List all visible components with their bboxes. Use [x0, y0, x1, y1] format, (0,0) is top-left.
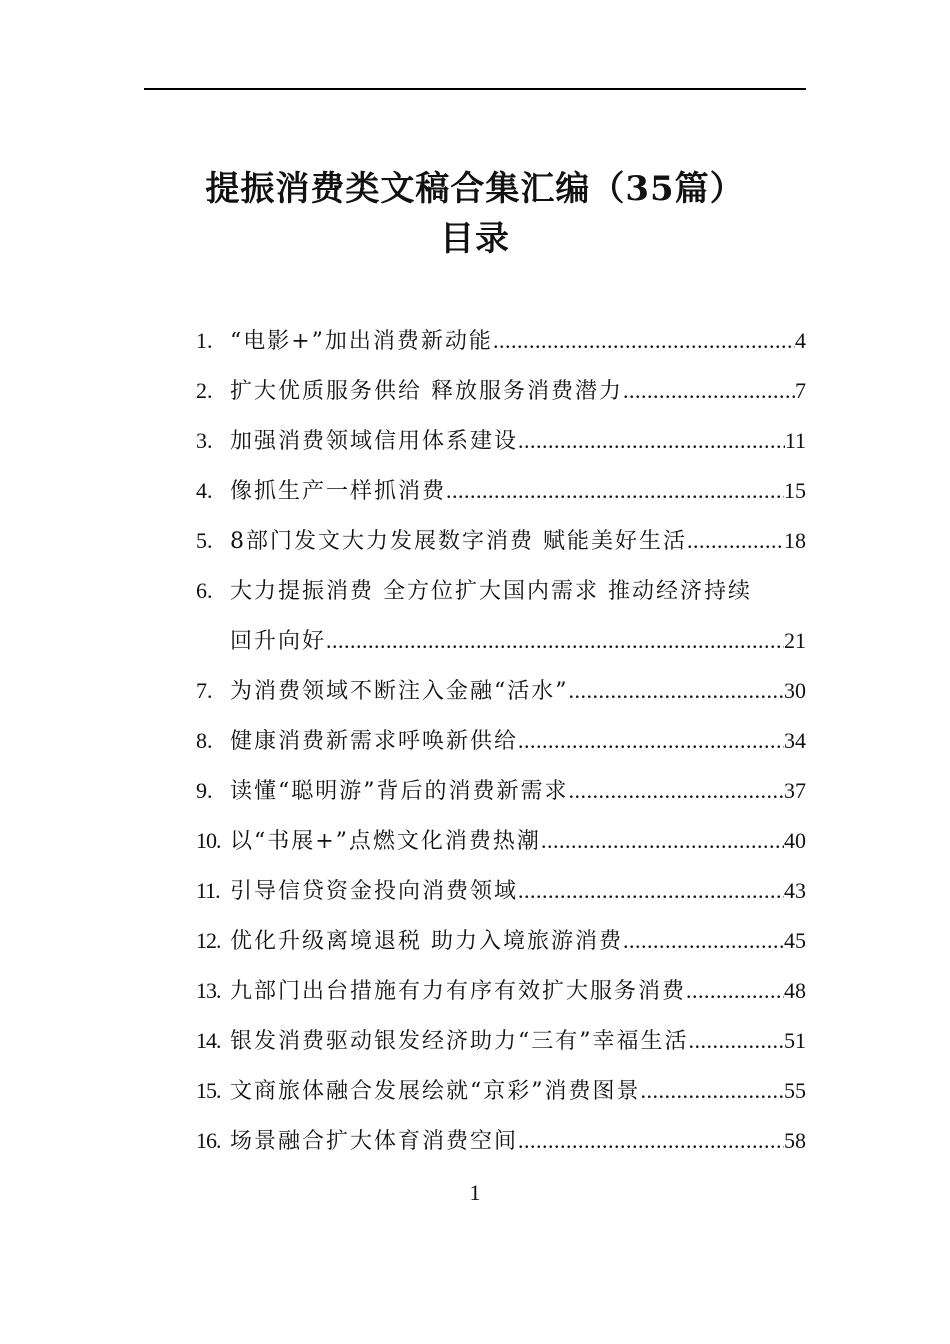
toc-entry-page: 55	[784, 1078, 806, 1103]
toc-entry[interactable]	[196, 470, 806, 520]
toc-entry-number: 6.	[196, 578, 213, 603]
toc-entry-title: 扩大优质服务供给 释放服务消费潜力	[230, 379, 623, 404]
toc-leader-dots	[623, 920, 784, 962]
toc-entry[interactable]	[196, 1120, 806, 1170]
toc-entry[interactable]	[196, 570, 806, 620]
toc-leader-dots	[518, 420, 785, 462]
toc-entry-title: 以“书展+”点燃文化消费热潮	[230, 829, 541, 854]
toc-entry[interactable]	[196, 420, 806, 470]
toc-entry-page: 34	[784, 728, 806, 753]
toc-entry-title: 健康消费新需求呼唤新供给	[230, 729, 519, 754]
toc-entry-number: 8.	[196, 728, 213, 753]
toc-entry-number: 14.	[196, 1028, 221, 1053]
toc-entry-page: 58	[784, 1128, 806, 1153]
toc-leader-dots	[518, 1120, 784, 1162]
toc-entry-page: 43	[784, 878, 806, 903]
toc-entry-page: 30	[784, 678, 806, 703]
toc-entry-title-line2: 回升向好	[230, 629, 327, 654]
toc-entry[interactable]	[196, 370, 806, 420]
table-of-contents	[196, 320, 806, 1170]
toc-leader-dots	[689, 1020, 785, 1062]
toc-entry-page: 11	[784, 428, 806, 453]
toc-entry-page: 37	[784, 778, 806, 803]
toc-entry-title: 场景融合扩大体育消费空间	[230, 1129, 519, 1154]
toc-entry-title: 为消费领域不断注入金融“活水”	[230, 679, 569, 704]
toc-entry-page: 7	[795, 378, 806, 403]
toc-leader-dots	[493, 320, 795, 362]
toc-entry-page: 45	[784, 928, 806, 953]
toc-leader-dots	[326, 620, 784, 662]
toc-entry-number: 4.	[196, 478, 213, 503]
toc-entry-number: 5.	[196, 528, 213, 553]
toc-entry-title: 银发消费驱动银发经济助力“三有”幸福生活	[230, 1029, 689, 1054]
toc-entry-title: 像抓生产一样抓消费	[230, 479, 447, 504]
toc-entry-page: 48	[784, 978, 806, 1003]
toc-entry[interactable]	[196, 870, 806, 920]
page-number: 1	[469, 1180, 481, 1205]
toc-entry-page: 51	[784, 1028, 806, 1053]
toc-leader-dots	[518, 720, 784, 762]
toc-leader-dots	[686, 970, 784, 1012]
toc-entry[interactable]	[196, 520, 806, 570]
toc-entry-page: 4	[795, 328, 806, 353]
toc-entry-number: 15.	[196, 1078, 221, 1103]
toc-entry-continuation[interactable]	[196, 620, 806, 670]
toc-entry-title: 引导信贷资金投向消费领域	[230, 879, 519, 904]
toc-entry-number: 13.	[196, 978, 221, 1003]
toc-entry-number: 10.	[196, 828, 221, 853]
toc-entry[interactable]	[196, 320, 806, 370]
toc-entry-page: 18	[784, 528, 806, 553]
document-title: 提振消费类文稿合集汇编（35篇）	[205, 169, 745, 209]
toc-entry-number: 16.	[196, 1128, 221, 1153]
toc-leader-dots	[623, 370, 795, 412]
toc-entry-page: 15	[784, 478, 806, 503]
toc-leader-dots	[687, 520, 784, 562]
toc-entry[interactable]	[196, 1070, 806, 1120]
toc-leader-dots	[569, 770, 785, 812]
toc-entry-number: 7.	[196, 678, 213, 703]
toc-entry-number: 12.	[196, 928, 221, 953]
toc-entry-page: 21	[784, 628, 806, 653]
toc-leader-dots	[446, 470, 784, 512]
toc-entry[interactable]	[196, 970, 806, 1020]
toc-entry-title: “电影+”加出消费新动能	[230, 329, 493, 354]
toc-entry[interactable]	[196, 920, 806, 970]
toc-entry[interactable]	[196, 1020, 806, 1070]
toc-entry-title: 加强消费领域信用体系建设	[230, 429, 519, 454]
toc-entry[interactable]	[196, 720, 806, 770]
toc-entry-title: 读懂“聪明游”背后的消费新需求	[230, 779, 569, 804]
toc-entry-number: 1.	[196, 328, 213, 353]
toc-entry-title: 优化升级离境退税 助力入境旅游消费	[230, 929, 623, 954]
header-rule	[144, 88, 806, 90]
toc-entry-title-line1: 大力提振消费 全方位扩大国内需求 推动经济持续	[230, 579, 752, 604]
toc-entry-number: 11.	[196, 878, 220, 903]
toc-leader-dots	[541, 820, 784, 862]
toc-entry-number: 2.	[196, 378, 213, 403]
toc-entry-number: 9.	[196, 778, 213, 803]
toc-leader-dots	[518, 870, 784, 912]
toc-heading: 目录	[440, 219, 510, 259]
toc-entry-number: 3.	[196, 428, 213, 453]
toc-entry[interactable]	[196, 670, 806, 720]
toc-leader-dots	[569, 670, 785, 712]
toc-entry-page: 40	[784, 828, 806, 853]
toc-entry-title: 九部门出台措施有力有序有效扩大服务消费	[230, 979, 687, 1004]
toc-entry-title: 文商旅体融合发展绘就“京彩”消费图景	[230, 1079, 641, 1104]
toc-entry[interactable]	[196, 770, 806, 820]
toc-leader-dots	[641, 1070, 785, 1112]
toc-entry[interactable]	[196, 820, 806, 870]
toc-entry-title: 8部门发文大力发展数字消费 赋能美好生活	[230, 529, 687, 554]
